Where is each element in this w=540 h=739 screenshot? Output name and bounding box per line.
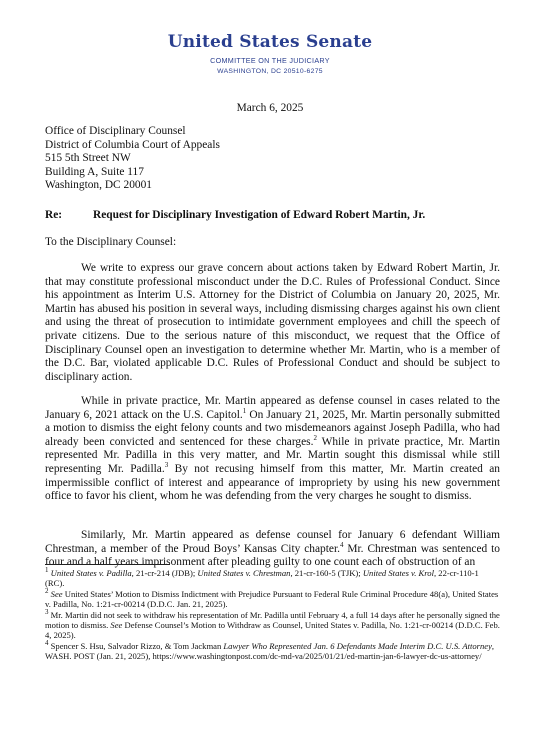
footnote-text: Defense Counsel’s Motion to Withdraw as Counsel, United States v. Padilla, No. 1:21-cr-00214 (D.D.C. Feb. 4, 2025). [45, 620, 500, 641]
footnote-number: 1 [45, 566, 49, 575]
letterhead-address: WASHINGTON, DC 20510-6275 [217, 68, 323, 75]
recipient-line: Washington, DC 20001 [45, 179, 152, 192]
letterhead-title: United States Senate [167, 32, 373, 52]
article-title: Lawyer Who Represented Jan. 6 Defendants Made Interim D.C. U.S. Attorney [223, 640, 492, 651]
footnote-ref: 2 [313, 433, 317, 442]
footnote-number: 4 [45, 638, 49, 647]
re-label: Re: [45, 209, 63, 221]
paragraph-text: While in private practice, Mr. Martin appeared as defense counsel in cases related to the January 6, 2021 attack on the U.S. Capitol. [45, 395, 500, 421]
footnote-text: , 21-cr-160-5 (TJK); [290, 568, 363, 578]
recipient-line: Office of Disciplinary Counsel [45, 125, 186, 137]
paragraph-text: Similarly, Mr. Martin appeared as defense counsel for January 6 defendant William Chrestman, a member of the Proud Boys’ Kansas City chapter. [45, 529, 500, 555]
letterhead-committee: COMMITTEE ON THE JUDICIARY [210, 56, 330, 65]
footnote-4 [45, 638, 500, 662]
footnote-text: Mr. Martin did not seek to withdraw his representation of Mr. Padilla until February 4, a full 14 days after he personally signed the motion to dismiss. [45, 609, 500, 631]
footnotes [45, 568, 500, 662]
footnote-1 [45, 568, 500, 589]
footnote-ref: 4 [339, 540, 344, 549]
footnote-divider [45, 564, 170, 565]
body-paragraph-1: We write to express our grave concern about actions taken by Edward Robert Martin, Jr. that may constitute professional misconduct under the D.C. Rules of Professional Conduct. Since his appointment as Interim U.S. Attorney for the District of Columbia on January 20, 2025, Mr. Martin has abused his position in several ways, including dismissing charges against his own client and using the threat of prosecution to intimidate government employees and chill the speech of private citizens. Due to the serious nature of this misconduct, we request that the Office of Disciplinary Counsel open an investigation to determine whether Mr. Martin, who is a member of the D.C. Bar, violated applicable D.C. Rules of Professional Conduct and should be subject to disciplinary action. [45, 262, 500, 383]
footnote-2 [45, 586, 500, 610]
footnote-text: , WASH. POST (Jan. 21, 2025), https://www.washingtonpost.com/dc-md-va/2025/01/21/ed-martin-jan-6-lawyer-dc-us-attorney/ [45, 640, 495, 662]
case-name: United States v. Chrestman [197, 568, 291, 578]
footnote-text: , 22-cr-110-1 (RC). [45, 568, 479, 589]
salutation: To the Disciplinary Counsel: [45, 236, 177, 248]
case-name: United States v. Krol [362, 568, 434, 578]
recipient-line: 515 5th Street NW [45, 152, 131, 165]
letterhead [0, 32, 540, 75]
footnote-number: 3 [45, 607, 49, 616]
body-paragraph-2 [45, 395, 500, 504]
footnote-text: United States’ Motion to Dismiss Indictment with Prejudice Pursuant to Federal Rule Criminal Procedure 48(a), United States v. Padilla, No. 1:21-cr-00214 (D.D.C. Jan. 21, 2025). [45, 588, 499, 610]
footnote-ref: 1 [242, 406, 247, 415]
recipient-line: Building A, Suite 117 [45, 165, 144, 178]
paragraph-text: Mr. Chrestman was sentenced to four and a half years imprisonment after pleading guilty to one count each of obstruction of an [45, 542, 500, 569]
recipient-address [45, 125, 220, 193]
footnote-text: , 21-cr-214 (JDB); [131, 568, 198, 578]
paragraph-text: By not recusing himself from this matter, Mr. Martin created an impermissible conflict of interest and appearance of impropriety by using his new government office to favor his client, whom he was defending from the very charges he sought to dismiss. [45, 462, 501, 503]
paragraph-text: On January 21, 2025, Mr. Martin personally submitted a motion to dismiss the eight felony counts and two misdemeanors against Joseph Padilla, who had already been convicted and sentenced for these charges. [45, 408, 500, 448]
recipient-line: District of Columbia Court of Appeals [45, 138, 220, 151]
paragraph-text: While in private practice, Mr. Martin represented Mr. Padilla in this very matter, and Mr. Martin sought this dismissal while still representing Mr. Padilla. [45, 435, 500, 475]
footnote-ref: 3 [164, 461, 169, 470]
case-name: United States v. Padilla [50, 568, 132, 578]
footnote-text: Spencer S. Hsu, Salvador Rizzo, & Tom Jackman [48, 640, 224, 651]
letter-date: March 6, 2025 [236, 102, 304, 114]
signal-word: See [50, 588, 63, 599]
re-subject: Request for Disciplinary Investigation of Edward Robert Martin, Jr. [93, 209, 426, 221]
signal-word: See [110, 620, 123, 631]
footnote-number: 2 [45, 586, 49, 595]
footnote-3 [45, 607, 500, 641]
